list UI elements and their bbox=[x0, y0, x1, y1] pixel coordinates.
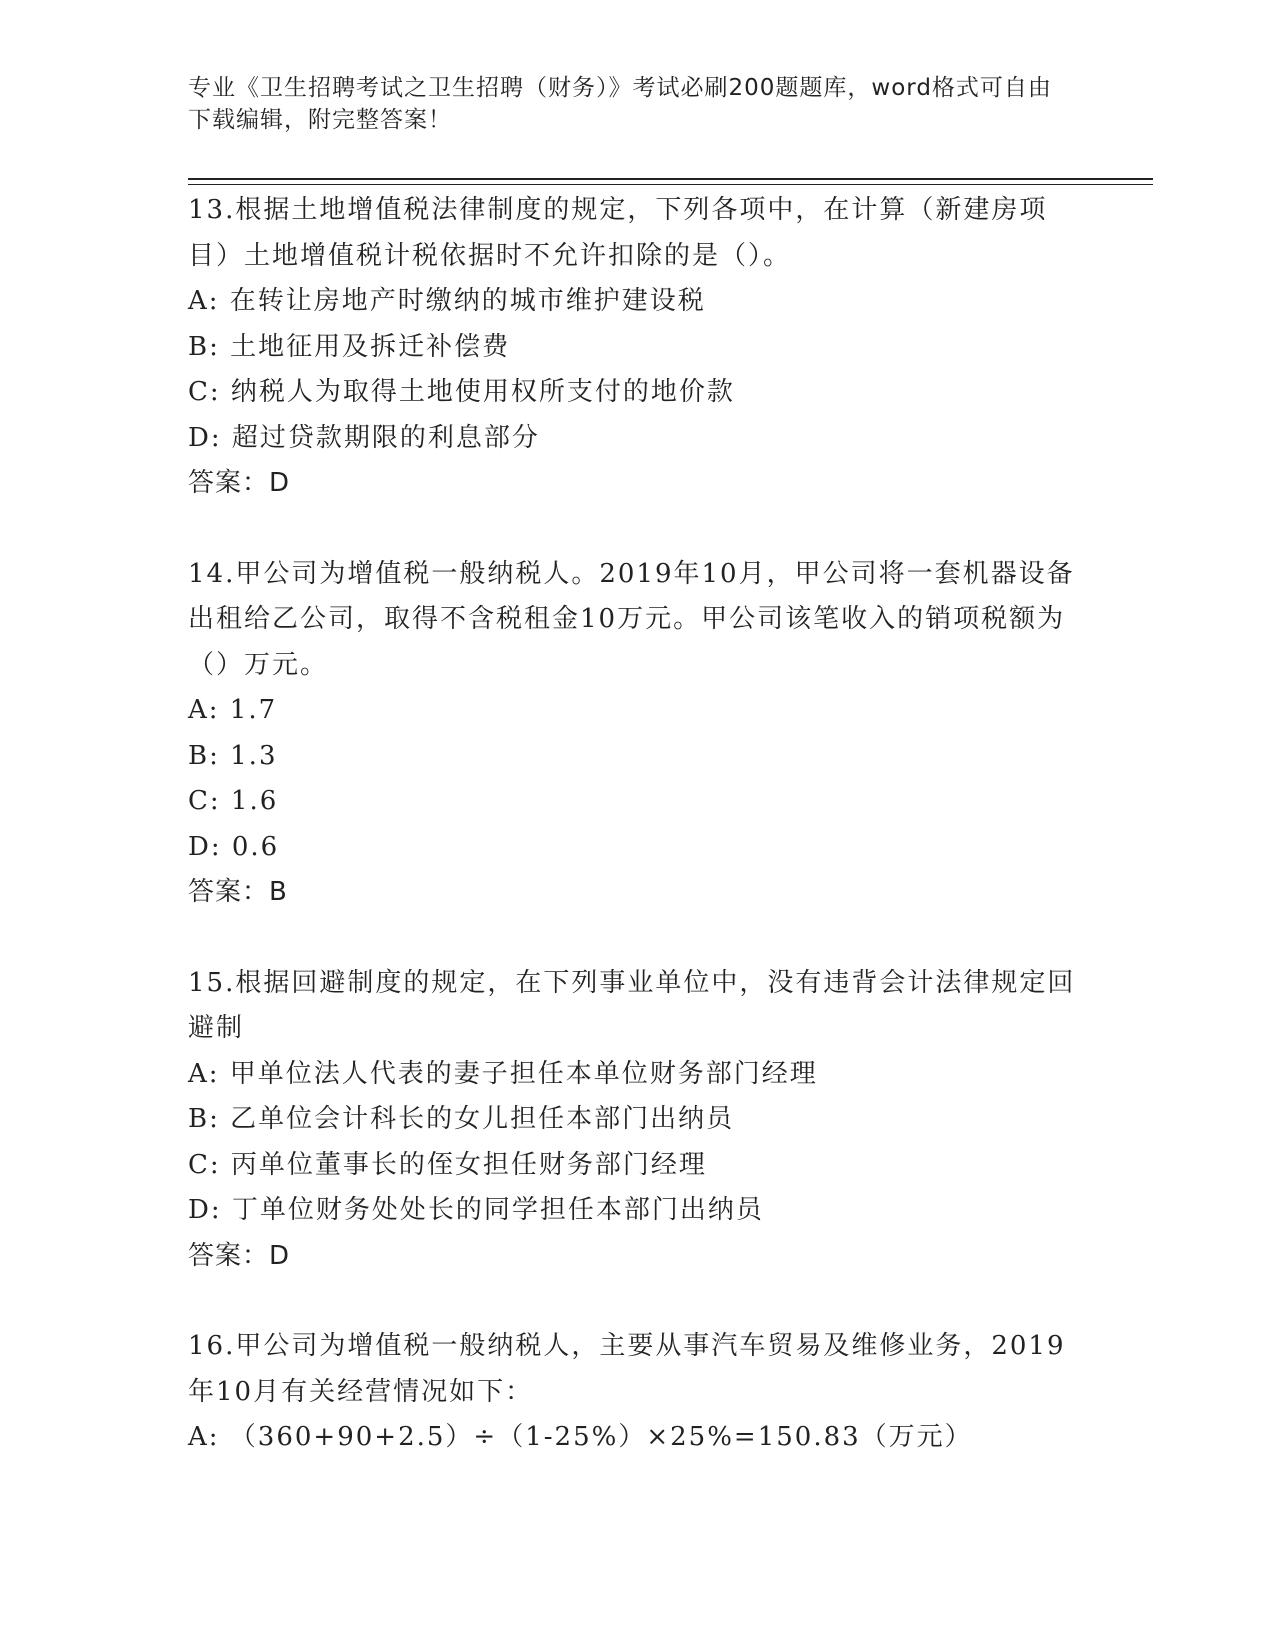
question-spacer bbox=[188, 507, 1088, 552]
option-d: D: 超过贷款期限的利息部分 bbox=[188, 422, 540, 453]
option-a: A: 在转让房地产时缴纳的城市维护建设税 bbox=[188, 286, 706, 316]
answer: 答案：D bbox=[188, 1240, 291, 1271]
question-spacer bbox=[188, 916, 1088, 961]
answer: 答案：D bbox=[188, 468, 291, 498]
option-b: B: 土地征用及拆迁补偿费 bbox=[188, 331, 511, 362]
question-16 bbox=[188, 1324, 1088, 1461]
option-c: C: 纳税人为取得土地使用权所支付的地价款 bbox=[188, 377, 735, 407]
question-13 bbox=[188, 188, 1088, 507]
question-text: 15.根据回避制度的规定，在下列事业单位中，没有违背会计法律规定回避制 bbox=[188, 967, 1076, 1043]
option-d: D: 丁单位财务处处长的同学担任本部门出纳员 bbox=[188, 1195, 764, 1225]
option-a: A: （360+90+2.5）÷（1-25%）×25%=150.83（万元） bbox=[188, 1422, 973, 1452]
question-14 bbox=[188, 552, 1088, 916]
question-text: 16.甲公司为增值税一般纳税人，主要从事汽车贸易及维修业务，2019年10月有关经营情况如下： bbox=[188, 1331, 1066, 1407]
header-divider-bottom bbox=[188, 184, 1153, 185]
option-d: D: 0.6 bbox=[188, 831, 280, 862]
option-c: C: 丙单位董事长的侄女担任财务部门经理 bbox=[188, 1149, 707, 1180]
question-text: 14.甲公司为增值税一般纳税人。2019年10月，甲公司将一套机器设备出租给乙公司，取得不含税租金10万元。甲公司该笔收入的销项税额为（）万元。 bbox=[188, 558, 1075, 680]
question-text: 13.根据土地增值税法律制度的规定，下列各项中，在计算（新建房项目）土地增值税计税依据时不允许扣除的是（）。 bbox=[188, 195, 1048, 271]
document-header: 专业《卫生招聘考试之卫生招聘（财务）》考试必刷200题题库，word格式可自由下载编辑，附完整答案！ bbox=[188, 75, 1052, 133]
option-c: C: 1.6 bbox=[188, 786, 279, 816]
question-spacer bbox=[188, 1279, 1088, 1324]
option-a: A: 甲单位法人代表的妻子担任本单位财务部门经理 bbox=[188, 1058, 818, 1089]
question-15 bbox=[188, 961, 1088, 1280]
answer: 答案：B bbox=[188, 877, 288, 907]
option-b: B: 1.3 bbox=[188, 740, 278, 771]
option-b: B: 乙单位会计科长的女儿担任本部门出纳员 bbox=[188, 1104, 735, 1134]
question-list bbox=[188, 188, 1088, 1461]
option-a: A: 1.7 bbox=[188, 695, 278, 725]
header-divider-top bbox=[188, 178, 1153, 180]
